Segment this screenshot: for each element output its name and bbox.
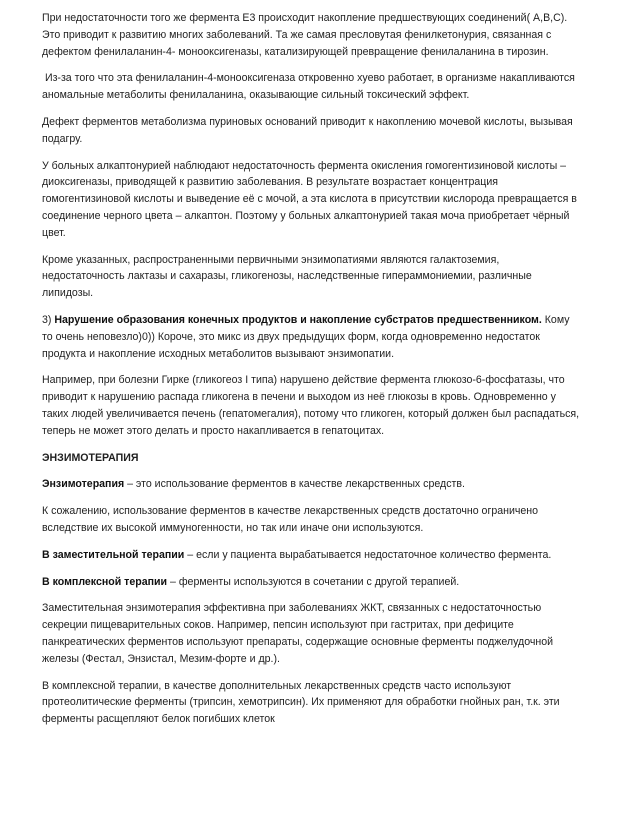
replacement-therapy-text: – если у пациента вырабатывается недостаточное количество фермента. — [184, 548, 552, 561]
paragraph-enzyme-therapy-definition — [42, 476, 582, 493]
complex-therapy-term: В комплексной терапии — [42, 575, 168, 588]
mixed-form-title: Нарушение образования конечных продуктов и накопление субстратов предшественником. — [54, 313, 542, 326]
enzyme-therapy-definition: – это использование ферментов в качестве лекарственных средств. — [124, 478, 465, 491]
paragraph-proteolytic-enzymes: В комплексной терапии, в качестве дополнительных лекарственных средств часто используют протеолитические ферменты (трипсин, хемотрипсин). Их применяют для обработки гнойных ран, т.к. эти ферменты расщепляют белок погибших клеток — [42, 679, 560, 726]
paragraph-complex-therapy — [42, 574, 582, 591]
paragraph-immunogenicity: К сожалению, использование ферментов в качестве лекарственных средств достаточно ограничено вследствие их высокой иммуногенности, но так или иначе они используются. — [42, 505, 539, 534]
paragraph-replacement-therapy — [42, 547, 582, 564]
section-heading-enzyme-therapy: ЭНЗИМОТЕРАПИЯ — [42, 451, 139, 464]
paragraph-primary-enzymopathies: Кроме указанных, распространенными первичными энзимопатиями являются галактоземия, недостаточность лактазы и сахаразы, гликогенозы, наследственные гипераммониемии, различные липидозы. — [42, 253, 532, 300]
complex-therapy-text: – ферменты используются в сочетании с другой терапией. — [167, 575, 460, 588]
paragraph-e3-deficiency: При недостаточности того же фермента Е3 происходит накопление предшествующих соединений( А,В,С). Это приводит к развитию многих заболеваний. Та же самая пресловутая фенилкетонурия, связанная с дефектом фенилаланин-4- монооксигеназы, катализирующей превращение фенилаланина в тирозин. — [42, 12, 568, 58]
paragraph-phenylalanine-metabolites: Из-за того что эта фенилаланин-4-монооксигеназа откровенно хуево работает, в организме накапливаются аномальные метаболиты фенилаланина, оказывающие сильный токсический эффект. — [42, 72, 578, 102]
enzyme-therapy-term: Энзимотерапия — [42, 478, 125, 491]
mixed-form-number: 3) — [42, 313, 55, 326]
paragraph-alkaptonuria: У больных алкаптонурией наблюдают недостаточность фермента окисления гомогентизиновой кислоты – диоксигеназы, приводящей к развитию заболевания. В результате возрастает концентрация гомогентизиновой кислоты и выведение её с мочой, а эта кислота в присутствии кислорода превращается в соединение черного цвета – алкаптон. Поэтому у больных алкаптонурией такая моча приобретает чёрный цвет. — [42, 159, 577, 239]
paragraph-gout: Дефект ферментов метаболизма пуриновых оснований приводит к накоплению мочевой кислоты, вызывая подагру. — [42, 115, 573, 145]
mixed-form-text: Кому то очень неповезло)0)) Короче, это микс из двух предыдущих форм, когда одновременно недостаток продукта и накопление исходных метаболитов вызывают энзимопатии. — [42, 313, 570, 360]
paragraph-gi-replacement: Заместительная энзимотерапия эффективна при заболеваниях ЖКТ, связанных с недостаточностью секреции пищеварительных соков. Например, пепсин используют при гастритах, при дефиците панкреатических ферментов используют препараты, содержащие основные ферменты поджелудочной железы (Фестал, Энзистал, Мезим-форте и др.). — [42, 602, 554, 665]
paragraph-mixed-form — [42, 312, 582, 362]
replacement-therapy-term: В заместительной терапии — [42, 548, 185, 561]
paragraph-gierke-disease: Например, при болезни Гирке (гликогеоз I типа) нарушено действие фермента глюкозо-6-фосфатазы, что приводит к нарушению распада гликогена в печени и выходом из неё глюкозы в кровь. Одновременно у таких людей увеличивается печень (гепатомегалия), потому что гликоген, который должен был распадаться, теперь не может этого делать и просто накапливается в гепатоцитах. — [42, 374, 580, 437]
